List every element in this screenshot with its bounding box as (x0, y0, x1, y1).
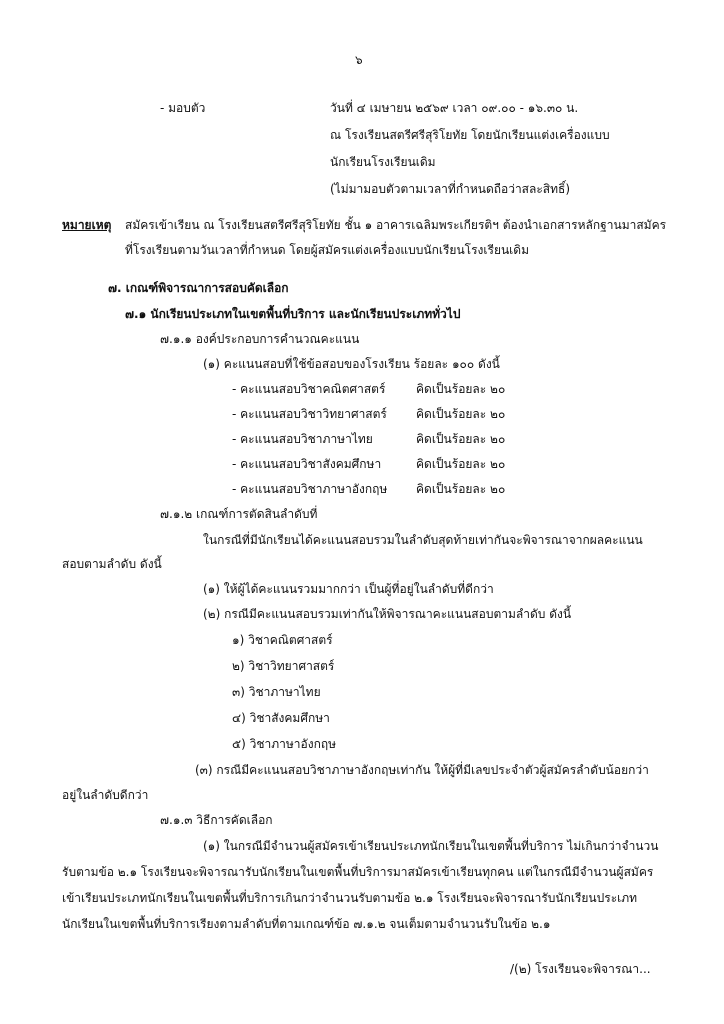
page-number: ๖ (355, 53, 363, 67)
score-composition-item-1: (๑) คะแนนสอบที่ใช้ข้อสอบของโรงเรียน ร้อยละ ๑๐๐ ดังนี้ (203, 357, 500, 371)
selection-paragraph-line: รับตามข้อ ๒.๑ โรงเรียนจะพิจารณารับนักเรียนในเขตพื้นที่บริการมาสมัครเข้าเรียนทุกคน แต่ในกรณีมีจำนวนผู้สมัคร (62, 865, 654, 879)
tiebreak-order-item: ๓) วิชาภาษาไทย (232, 685, 321, 699)
schedule-item-label: - มอบตัว (160, 101, 206, 115)
section-7-heading: ๗. เกณฑ์พิจารณาการสอบคัดเลือก (108, 281, 289, 295)
score-weight: คิดเป็นร้อยละ ๒๐ (416, 432, 506, 446)
tiebreak-order-item: ๑) วิชาคณิตศาสตร์ (232, 633, 333, 647)
remark-line-2: ที่โรงเรียนตามวันเวลาที่กำหนด โดยผู้สมัครแต่งเครื่องแบบนักเรียนโรงเรียนเดิม (125, 243, 529, 257)
tiebreak-order-item: ๒) วิชาวิทยาศาสตร์ (232, 659, 335, 673)
ranking-intro-cont: สอบตามลำดับ ดังนี้ (62, 557, 162, 571)
section-7-1-1-heading: ๗.๑.๑ องค์ประกอบการคำนวณคะแนน (160, 332, 360, 346)
section-7-1-heading: ๗.๑ นักเรียนประเภทในเขตพื้นที่บริการ และนักเรียนประเภททั่วไป (125, 307, 461, 321)
ranking-rule-2: (๒) กรณีมีคะแนนสอบรวมเท่ากันให้พิจารณาคะแนนสอบตามลำดับ ดังนี้ (203, 607, 572, 621)
remark-label: หมายเหตุ (62, 218, 112, 232)
tiebreak-order-item: ๔) วิชาสังคมศึกษา (232, 711, 330, 725)
ranking-intro: ในกรณีที่มีนักเรียนได้คะแนนสอบรวมในลำดับสุดท้ายเท่ากันจะพิจารณาจากผลคะแนน (203, 533, 643, 547)
score-subject: - คะแนนสอบวิชาวิทยาศาสตร์ (232, 407, 387, 421)
continuation-marker: /(๒) โรงเรียนจะพิจารณา... (510, 962, 651, 976)
ranking-rule-3-cont: อยู่ในลำดับดีกว่า (62, 788, 149, 802)
score-subject: - คะแนนสอบวิชาคณิตศาสตร์ (232, 382, 386, 396)
ranking-rule-3: (๓) กรณีมีคะแนนสอบวิชาภาษาอังกฤษเท่ากัน ให้ผู้ที่มีเลขประจำตัวผู้สมัครลำดับน้อยกว่า (195, 763, 649, 777)
score-subject: - คะแนนสอบวิชาภาษาอังกฤษ (232, 482, 388, 496)
score-weight: คิดเป็นร้อยละ ๒๐ (416, 382, 506, 396)
score-weight: คิดเป็นร้อยละ ๒๐ (416, 457, 506, 471)
score-subject: - คะแนนสอบวิชาภาษาไทย (232, 432, 373, 446)
schedule-date-time: วันที่ ๔ เมษายน ๒๕๖๙ เวลา ๐๙.๐๐ - ๑๖.๓๐ น. (330, 101, 579, 115)
ranking-rule-1: (๑) ให้ผู้ได้คะแนนรวมมากกว่า เป็นผู้ที่อยู่ในลำดับที่ดีกว่า (203, 582, 494, 596)
score-weight: คิดเป็นร้อยละ ๒๐ (416, 482, 506, 496)
selection-paragraph-line: (๑) ในกรณีมีจำนวนผู้สมัครเข้าเรียนประเภทนักเรียนในเขตพื้นที่บริการ ไม่เกินกว่าจำนวน (203, 839, 659, 853)
tiebreak-order-item: ๕) วิชาภาษาอังกฤษ (232, 737, 337, 751)
score-subject: - คะแนนสอบวิชาสังคมศึกษา (232, 457, 382, 471)
remark-line-1: สมัครเข้าเรียน ณ โรงเรียนสตรีศรีสุริโยทัย ชั้น ๑ อาคารเฉลิมพระเกียรติฯ ต้องนำเอกสารหลักฐานมาสมัคร (125, 218, 667, 232)
schedule-place-cont: นักเรียนโรงเรียนเดิม (330, 155, 436, 169)
schedule-place: ณ โรงเรียนสตรีศรีสุริโยทัย โดยนักเรียนแต่งเครื่องแบบ (330, 128, 610, 142)
score-weight: คิดเป็นร้อยละ ๒๐ (416, 407, 506, 421)
selection-paragraph-line: นักเรียนในเขตพื้นที่บริการเรียงตามลำดับที่ตามเกณฑ์ข้อ ๗.๑.๒ จนเต็มตามจำนวนรับในข้อ ๒.๑ (62, 917, 551, 931)
schedule-note: (ไม่มามอบตัวตามเวลาที่กำหนดถือว่าสละสิทธิ์) (330, 182, 571, 196)
section-7-1-3-heading: ๗.๑.๓ วิธีการคัดเลือก (160, 813, 273, 827)
section-7-1-2-heading: ๗.๑.๒ เกณฑ์การตัดสินลำดับที่ (160, 507, 318, 521)
selection-paragraph-line: เข้าเรียนประเภทนักเรียนในเขตพื้นที่บริการเกินกว่าจำนวนรับตามข้อ ๒.๑ โรงเรียนจะพิจารณารับนักเรียนประเภท (62, 891, 638, 905)
